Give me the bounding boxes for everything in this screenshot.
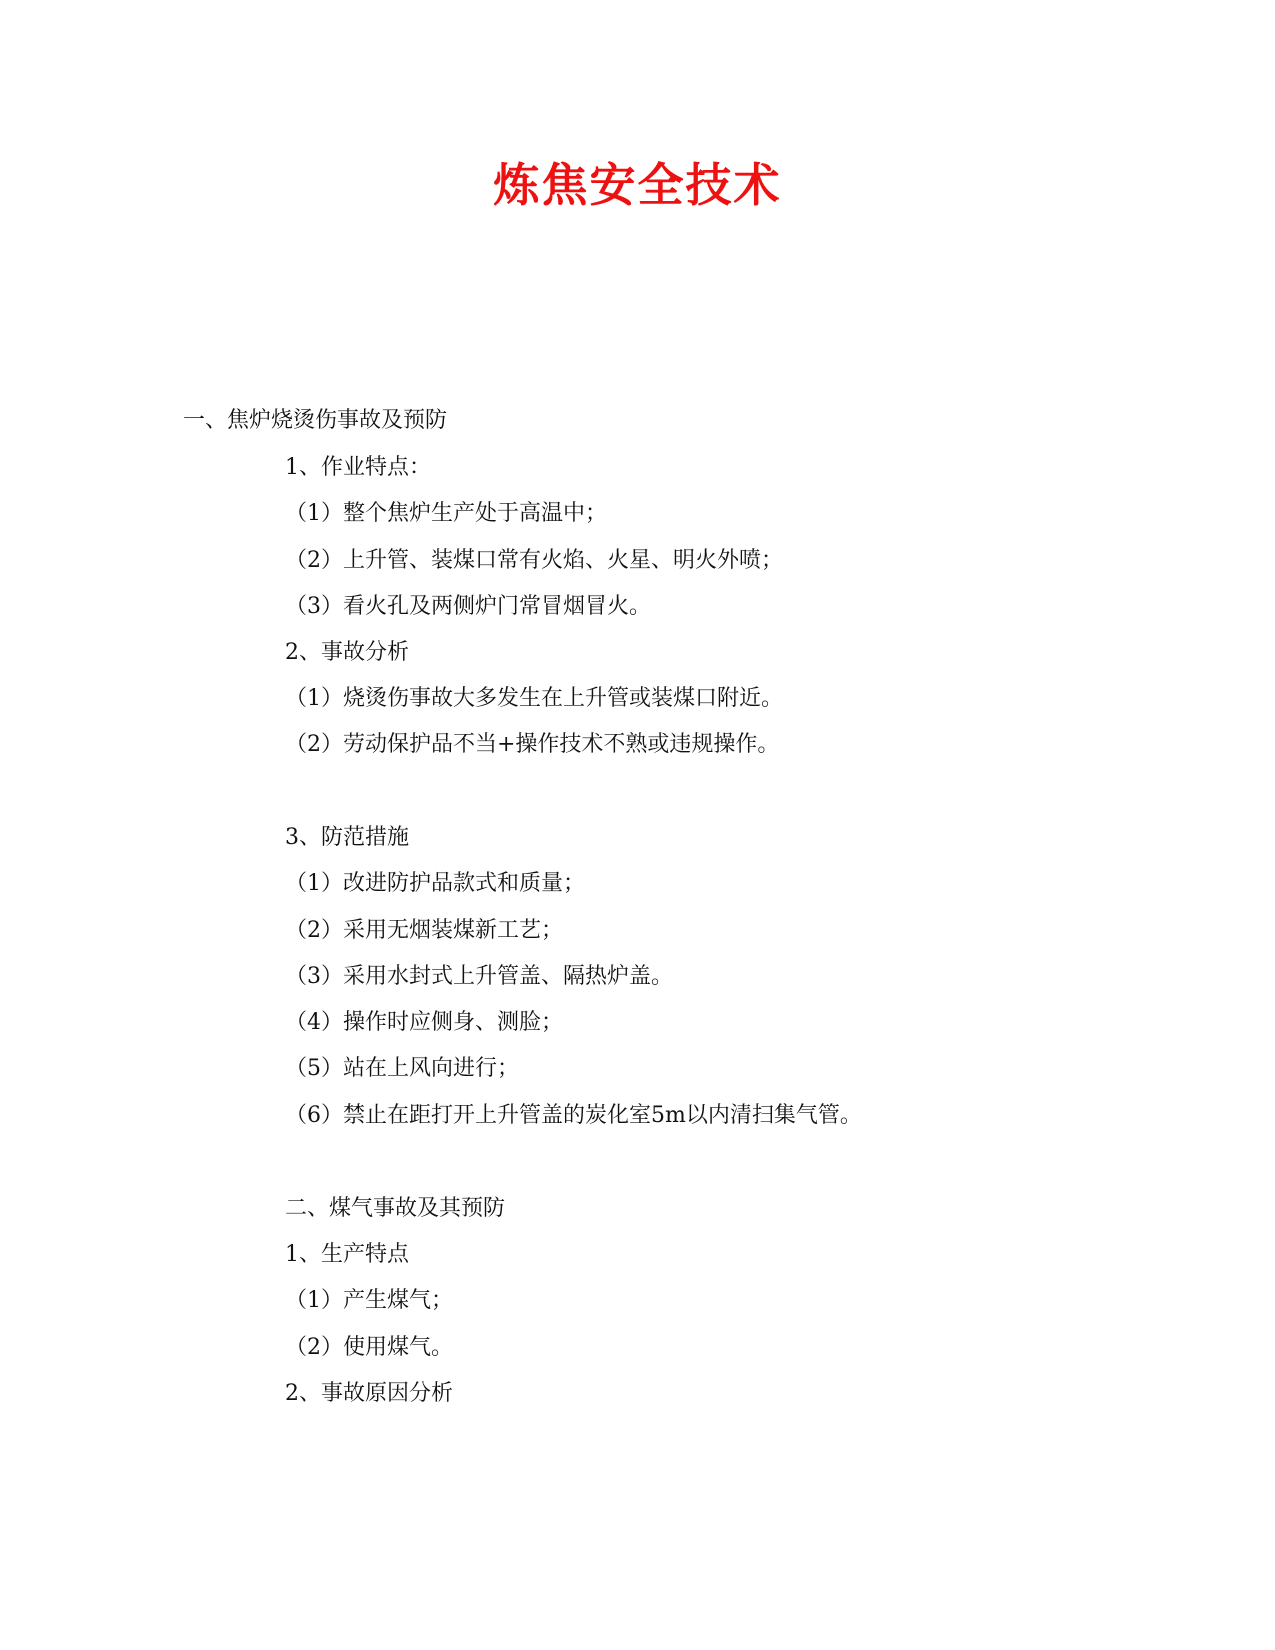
list-item: （4）操作时应侧身、测脸； — [285, 1010, 563, 1035]
list-item: （1）整个焦炉生产处于高温中； — [285, 501, 607, 526]
subheading-1-1: 1、作业特点： — [285, 455, 431, 480]
list-item: （2）劳动保护品不当+操作技术不熟或违规操作。 — [285, 732, 780, 757]
subheading-2-2: 2、事故原因分析 — [285, 1381, 453, 1406]
subheading-1-2: 2、事故分析 — [285, 640, 409, 665]
list-item: （1）烧烫伤事故大多发生在上升管或装煤口附近。 — [285, 686, 783, 711]
subheading-2-1: 1、生产特点 — [285, 1242, 409, 1267]
subheading-1-3: 3、防范措施 — [285, 825, 409, 850]
document-title: 炼焦安全技术 — [493, 158, 782, 212]
list-item: （2）上升管、装煤口常有火焰、火星、明火外喷； — [285, 548, 783, 573]
list-item: （5）站在上风向进行； — [285, 1056, 519, 1081]
list-item: （6）禁止在距打开上升管盖的炭化室5m以内清扫集气管。 — [285, 1103, 862, 1128]
list-item: （3）采用水封式上升管盖、隔热炉盖。 — [285, 964, 673, 989]
list-item: （1）改进防护品款式和质量； — [285, 871, 585, 896]
list-item: （1）产生煤气； — [285, 1288, 453, 1313]
list-item: （2）使用煤气。 — [285, 1335, 453, 1360]
section-heading-2: 二、煤气事故及其预防 — [285, 1196, 506, 1221]
list-item: （3）看火孔及两侧炉门常冒烟冒火。 — [285, 594, 651, 619]
list-item: （2）采用无烟装煤新工艺； — [285, 918, 563, 943]
section-heading-1: 一、焦炉烧烫伤事故及预防 — [183, 408, 448, 433]
